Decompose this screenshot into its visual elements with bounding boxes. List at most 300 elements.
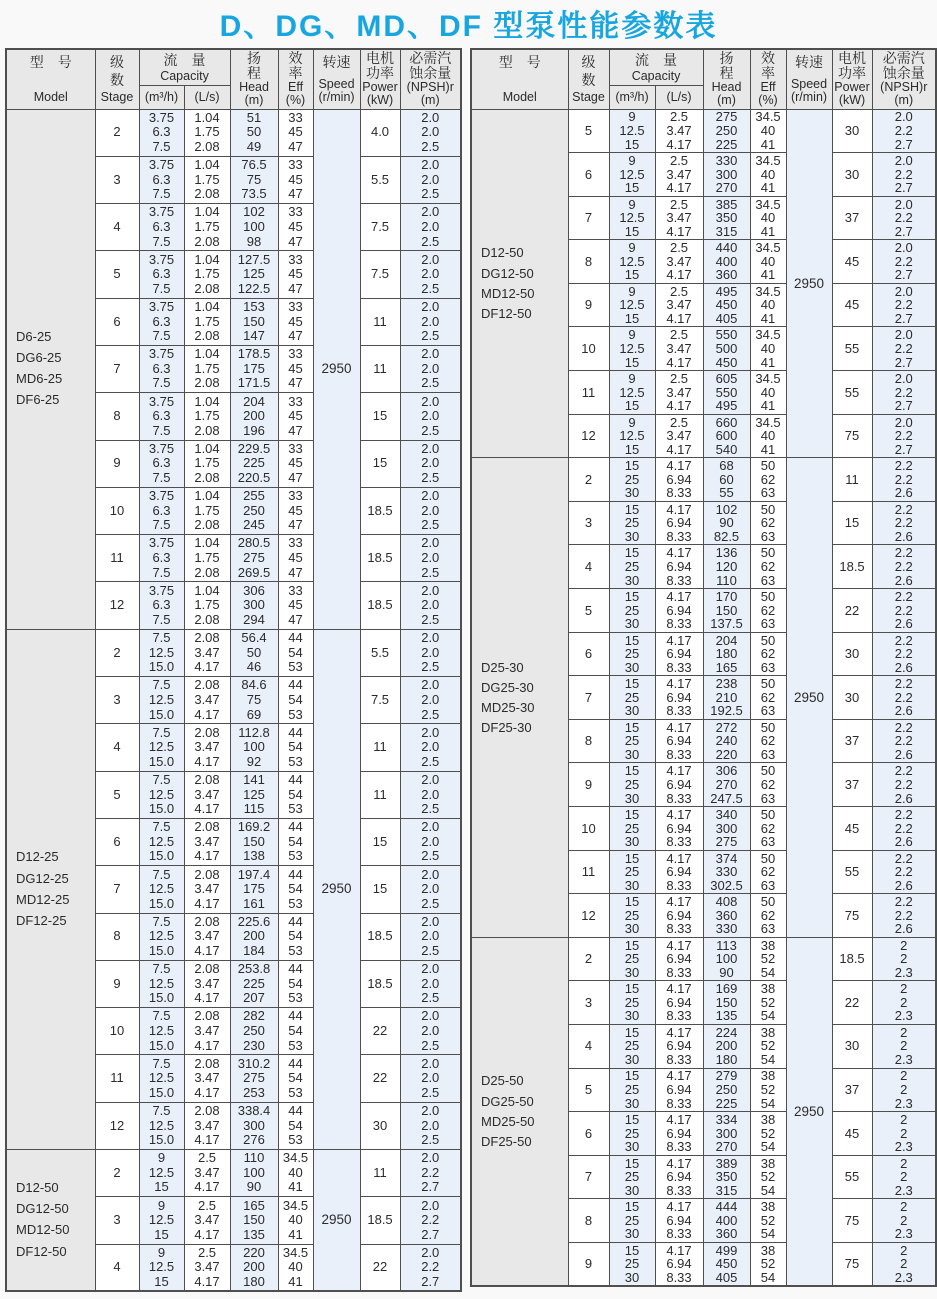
capacity-m3h-cell: 15 25 30 xyxy=(609,1068,655,1112)
npsh-cell: 2.2 2.2 2.6 xyxy=(872,719,936,763)
capacity-m3h-cell: 15 25 30 xyxy=(609,1112,655,1156)
header-npsh xyxy=(400,49,461,109)
eff-cell: 50 62 63 xyxy=(750,850,786,894)
eff-cell: 38 52 54 xyxy=(750,1242,786,1286)
capacity-m3h-cell: 3.75 6.3 7.5 xyxy=(139,109,184,156)
power-cell: 30 xyxy=(832,109,872,153)
stage-cell: 3 xyxy=(95,1197,139,1244)
capacity-ls-cell: 1.04 1.75 2.08 xyxy=(184,251,230,298)
npsh-cell: 2.0 2.0 2.5 xyxy=(400,724,461,771)
model-cell: D12-25 DG12-25 MD12-25 DF12-25 xyxy=(6,629,95,1149)
capacity-ls-cell: 2.5 3.47 4.17 xyxy=(655,240,703,284)
capacity-ls-cell: 4.17 6.94 8.33 xyxy=(655,763,703,807)
stage-cell: 10 xyxy=(568,807,609,851)
capacity-m3h-cell: 3.75 6.3 7.5 xyxy=(139,393,184,440)
capacity-m3h-cell: 9 12.5 15 xyxy=(139,1197,184,1244)
header-npsh-unit: (m) xyxy=(894,93,914,108)
head-cell: 310.2 275 253 xyxy=(230,1055,278,1102)
capacity-ls-cell: 4.17 6.94 8.33 xyxy=(655,894,703,938)
power-cell: 55 xyxy=(832,327,872,371)
head-cell: 330 300 270 xyxy=(703,153,750,197)
capacity-m3h-cell: 15 25 30 xyxy=(609,763,655,807)
capacity-m3h-cell: 15 25 30 xyxy=(609,1155,655,1199)
header-speed-unit: (r/min) xyxy=(318,90,355,105)
head-cell: 440 400 360 xyxy=(703,240,750,284)
power-cell: 15 xyxy=(360,818,400,865)
npsh-cell: 2.0 2.0 2.5 xyxy=(400,204,461,251)
power-cell: 11 xyxy=(360,345,400,392)
capacity-m3h-cell: 15 25 30 xyxy=(609,676,655,720)
header-model-en: Model xyxy=(33,90,68,105)
head-cell: 306 270 247.5 xyxy=(703,763,750,807)
header-model-cn: 型 号 xyxy=(29,54,72,70)
header-npsh-en: (NPSH)r xyxy=(406,79,454,94)
capacity-ls-cell: 2.5 3.47 4.17 xyxy=(184,1197,230,1244)
capacity-ls-cell: 4.17 6.94 8.33 xyxy=(655,632,703,676)
stage-cell: 9 xyxy=(95,960,139,1007)
power-cell: 22 xyxy=(360,1244,400,1291)
capacity-ls-cell: 2.5 3.47 4.17 xyxy=(655,414,703,458)
npsh-cell: 2.0 2.0 2.5 xyxy=(400,535,461,582)
npsh-cell: 2.0 2.2 2.7 xyxy=(872,283,936,327)
header-speed-en: Speed xyxy=(790,77,828,92)
capacity-ls-cell: 2.08 3.47 4.17 xyxy=(184,1008,230,1055)
header-npsh-cn2: 蚀余量 xyxy=(409,65,452,81)
capacity-ls-cell: 2.5 3.47 4.17 xyxy=(655,283,703,327)
table-row xyxy=(471,109,936,153)
npsh-cell: 2.0 2.0 2.5 xyxy=(400,582,461,629)
head-cell: 178.5 175 171.5 xyxy=(230,345,278,392)
power-cell: 18.5 xyxy=(832,937,872,981)
capacity-ls-cell: 2.08 3.47 4.17 xyxy=(184,771,230,818)
head-cell: 280.5 275 269.5 xyxy=(230,535,278,582)
head-cell: 170 150 137.5 xyxy=(703,589,750,633)
capacity-ls-cell: 4.17 6.94 8.33 xyxy=(655,589,703,633)
header-model-cn: 型 号 xyxy=(498,54,541,70)
npsh-cell: 2.2 2.2 2.6 xyxy=(872,807,936,851)
table-row xyxy=(6,1150,461,1197)
head-cell: 110 100 90 xyxy=(230,1150,278,1197)
eff-cell: 44 54 53 xyxy=(278,1055,313,1102)
header-stage xyxy=(95,49,139,109)
eff-cell: 38 52 54 xyxy=(750,937,786,981)
header-unit-ls: (L/s) xyxy=(184,85,230,109)
head-cell: 153 150 147 xyxy=(230,298,278,345)
npsh-cell: 2.0 2.0 2.5 xyxy=(400,1008,461,1055)
header-power-cn2: 功率 xyxy=(838,65,867,81)
capacity-ls-cell: 4.17 6.94 8.33 xyxy=(655,807,703,851)
head-cell: 272 240 220 xyxy=(703,719,750,763)
header-power xyxy=(832,49,872,109)
stage-cell: 11 xyxy=(568,850,609,894)
npsh-cell: 2.0 2.0 2.5 xyxy=(400,1102,461,1149)
table-row xyxy=(471,458,936,502)
head-cell: 102 90 82.5 xyxy=(703,501,750,545)
npsh-cell: 2.0 2.2 2.7 xyxy=(872,240,936,284)
header-npsh-cn1: 必需汽 xyxy=(882,50,925,67)
npsh-cell: 2.2 2.2 2.6 xyxy=(872,894,936,938)
capacity-ls-cell: 1.04 1.75 2.08 xyxy=(184,487,230,534)
header-head-cn2: 程 xyxy=(719,65,734,81)
speed-cell: 2950 xyxy=(786,937,832,1286)
capacity-m3h-cell: 15 25 30 xyxy=(609,850,655,894)
npsh-cell: 2.0 2.0 2.5 xyxy=(400,393,461,440)
power-cell: 5.5 xyxy=(360,156,400,203)
npsh-cell: 2.0 2.2 2.7 xyxy=(872,196,936,240)
eff-cell: 38 52 54 xyxy=(750,1112,786,1156)
eff-cell: 50 62 63 xyxy=(750,676,786,720)
stage-cell: 8 xyxy=(568,1199,609,1243)
power-cell: 11 xyxy=(360,1150,400,1197)
header-speed-cn: 转速 xyxy=(322,54,351,70)
npsh-cell: 2.2 2.2 2.6 xyxy=(872,545,936,589)
eff-cell: 34.5 40 41 xyxy=(278,1197,313,1244)
header-npsh-en: (NPSH)r xyxy=(880,79,928,94)
power-cell: 37 xyxy=(832,763,872,807)
head-cell: 204 180 165 xyxy=(703,632,750,676)
capacity-ls-cell: 2.08 3.47 4.17 xyxy=(184,1055,230,1102)
header-stage xyxy=(568,49,609,109)
stage-cell: 6 xyxy=(568,1112,609,1156)
head-cell: 334 300 270 xyxy=(703,1112,750,1156)
eff-cell: 50 62 63 xyxy=(750,894,786,938)
header-unit-m3h: (m³/h) xyxy=(139,85,184,109)
model-cell: D25-50 DG25-50 MD25-50 DF25-50 xyxy=(471,937,568,1286)
head-cell: 169.2 150 138 xyxy=(230,818,278,865)
power-cell: 22 xyxy=(360,1055,400,1102)
capacity-m3h-cell: 3.75 6.3 7.5 xyxy=(139,345,184,392)
header-eff-cn1: 效 xyxy=(761,50,776,67)
header-npsh xyxy=(872,49,936,109)
head-cell: 127.5 125 122.5 xyxy=(230,251,278,298)
header-head xyxy=(703,49,750,109)
head-cell: 136 120 110 xyxy=(703,545,750,589)
power-cell: 37 xyxy=(832,719,872,763)
stage-cell: 11 xyxy=(95,1055,139,1102)
header-power-cn1: 电机 xyxy=(838,50,867,67)
npsh-cell: 2.0 2.0 2.5 xyxy=(400,818,461,865)
head-cell: 279 250 225 xyxy=(703,1068,750,1112)
npsh-cell: 2.2 2.2 2.6 xyxy=(872,589,936,633)
header-speed xyxy=(313,49,360,109)
head-cell: 444 400 360 xyxy=(703,1199,750,1243)
capacity-m3h-cell: 7.5 12.5 15.0 xyxy=(139,771,184,818)
head-cell: 374 330 302.5 xyxy=(703,850,750,894)
header-speed xyxy=(786,49,832,109)
capacity-m3h-cell: 7.5 12.5 15.0 xyxy=(139,866,184,913)
capacity-ls-cell: 4.17 6.94 8.33 xyxy=(655,981,703,1025)
eff-cell: 50 62 63 xyxy=(750,807,786,851)
table-row xyxy=(6,109,461,156)
eff-cell: 50 62 63 xyxy=(750,501,786,545)
stage-cell: 9 xyxy=(568,763,609,807)
capacity-m3h-cell: 9 12.5 15 xyxy=(609,327,655,371)
eff-cell: 44 54 53 xyxy=(278,960,313,1007)
header-speed-cn: 转速 xyxy=(795,54,824,70)
capacity-ls-cell: 4.17 6.94 8.33 xyxy=(655,501,703,545)
power-cell: 18.5 xyxy=(360,1197,400,1244)
power-cell: 11 xyxy=(832,458,872,502)
head-cell: 389 350 315 xyxy=(703,1155,750,1199)
head-cell: 220 200 180 xyxy=(230,1244,278,1291)
header-power-unit: (kW) xyxy=(838,93,866,108)
stage-cell: 7 xyxy=(568,676,609,720)
page-title: D、DG、MD、DF 型泵性能参数表 xyxy=(219,10,718,43)
header-model xyxy=(6,49,95,109)
header-head-en: Head xyxy=(239,79,269,94)
npsh-cell: 2.0 2.0 2.5 xyxy=(400,1055,461,1102)
model-cell: D25-30 DG25-30 MD25-30 DF25-30 xyxy=(471,458,568,938)
power-cell: 30 xyxy=(832,1024,872,1068)
capacity-m3h-cell: 7.5 12.5 15.0 xyxy=(139,724,184,771)
header-head-cn1: 扬 xyxy=(247,50,262,67)
stage-cell: 2 xyxy=(95,109,139,156)
capacity-ls-cell: 4.17 6.94 8.33 xyxy=(655,458,703,502)
speed-cell: 2950 xyxy=(786,458,832,938)
stage-cell: 10 xyxy=(568,327,609,371)
capacity-ls-cell: 2.5 3.47 4.17 xyxy=(184,1150,230,1197)
power-cell: 75 xyxy=(832,414,872,458)
power-cell: 45 xyxy=(832,240,872,284)
table-header xyxy=(471,49,936,109)
stage-cell: 2 xyxy=(95,1150,139,1197)
head-cell: 56.4 50 46 xyxy=(230,629,278,676)
header-stage-cn2: 数 xyxy=(581,72,596,89)
eff-cell: 34.5 40 41 xyxy=(750,327,786,371)
header-eff-unit: (%) xyxy=(285,93,306,108)
head-cell: 306 300 294 xyxy=(230,582,278,629)
head-cell: 169 150 135 xyxy=(703,981,750,1025)
eff-cell: 33 45 47 xyxy=(278,298,313,345)
capacity-ls-cell: 2.08 3.47 4.17 xyxy=(184,818,230,865)
npsh-cell: 2.0 2.0 2.5 xyxy=(400,298,461,345)
header-model-en: Model xyxy=(502,90,537,105)
capacity-m3h-cell: 9 12.5 15 xyxy=(609,196,655,240)
power-cell: 37 xyxy=(832,1068,872,1112)
stage-cell: 12 xyxy=(568,414,609,458)
eff-cell: 50 62 63 xyxy=(750,719,786,763)
power-cell: 22 xyxy=(360,1008,400,1055)
power-cell: 45 xyxy=(832,283,872,327)
header-eff-cn2: 率 xyxy=(288,65,303,81)
capacity-ls-cell: 4.17 6.94 8.33 xyxy=(655,545,703,589)
eff-cell: 38 52 54 xyxy=(750,981,786,1025)
eff-cell: 44 54 53 xyxy=(278,913,313,960)
power-cell: 55 xyxy=(832,850,872,894)
npsh-cell: 2.2 2.2 2.6 xyxy=(872,458,936,502)
header-capacity-en: Capacity xyxy=(160,68,209,83)
capacity-m3h-cell: 7.5 12.5 15.0 xyxy=(139,1102,184,1149)
eff-cell: 34.5 40 41 xyxy=(278,1244,313,1291)
stage-cell: 12 xyxy=(568,894,609,938)
head-cell: 76.5 75 73.5 xyxy=(230,156,278,203)
header-head xyxy=(230,49,278,109)
npsh-cell: 2.0 2.0 2.5 xyxy=(400,677,461,724)
eff-cell: 44 54 53 xyxy=(278,771,313,818)
header-stage-cn1: 级 xyxy=(110,54,124,70)
header-capacity-cn: 流 量 xyxy=(635,51,677,68)
eff-cell: 50 62 63 xyxy=(750,545,786,589)
header-head-cn2: 程 xyxy=(247,65,262,81)
capacity-ls-cell: 4.17 6.94 8.33 xyxy=(655,719,703,763)
stage-cell: 5 xyxy=(95,771,139,818)
capacity-m3h-cell: 9 12.5 15 xyxy=(609,240,655,284)
capacity-ls-cell: 2.5 3.47 4.17 xyxy=(655,327,703,371)
stage-cell: 7 xyxy=(95,345,139,392)
capacity-ls-cell: 4.17 6.94 8.33 xyxy=(655,1068,703,1112)
npsh-cell: 2.0 2.0 2.5 xyxy=(400,629,461,676)
stage-cell: 6 xyxy=(568,153,609,197)
table-body xyxy=(6,109,461,1291)
head-cell: 340 300 275 xyxy=(703,807,750,851)
head-cell: 113 100 90 xyxy=(703,937,750,981)
capacity-m3h-cell: 9 12.5 15 xyxy=(609,283,655,327)
power-cell: 45 xyxy=(832,807,872,851)
npsh-cell: 2.2 2.2 2.6 xyxy=(872,632,936,676)
capacity-ls-cell: 2.08 3.47 4.17 xyxy=(184,913,230,960)
capacity-m3h-cell: 7.5 12.5 15.0 xyxy=(139,818,184,865)
eff-cell: 38 52 54 xyxy=(750,1024,786,1068)
npsh-cell: 2.0 2.0 2.5 xyxy=(400,156,461,203)
power-cell: 5.5 xyxy=(360,629,400,676)
npsh-cell: 2.0 2.0 2.5 xyxy=(400,251,461,298)
capacity-ls-cell: 2.5 3.47 4.17 xyxy=(655,153,703,197)
power-cell: 30 xyxy=(832,153,872,197)
head-cell: 499 450 405 xyxy=(703,1242,750,1286)
stage-cell: 8 xyxy=(568,719,609,763)
capacity-m3h-cell: 15 25 30 xyxy=(609,1242,655,1286)
header-npsh-unit: (m) xyxy=(420,93,440,108)
stage-cell: 8 xyxy=(95,913,139,960)
capacity-ls-cell: 2.08 3.47 4.17 xyxy=(184,629,230,676)
header-capacity xyxy=(609,49,703,85)
head-cell: 550 500 450 xyxy=(703,327,750,371)
npsh-cell: 2.0 2.0 2.5 xyxy=(400,487,461,534)
stage-cell: 3 xyxy=(95,677,139,724)
capacity-m3h-cell: 15 25 30 xyxy=(609,937,655,981)
capacity-m3h-cell: 3.75 6.3 7.5 xyxy=(139,487,184,534)
header-eff-en: Eff xyxy=(760,79,776,94)
header-capacity-en: Capacity xyxy=(631,68,681,83)
capacity-m3h-cell: 7.5 12.5 15.0 xyxy=(139,677,184,724)
eff-cell: 38 52 54 xyxy=(750,1199,786,1243)
power-cell: 7.5 xyxy=(360,251,400,298)
npsh-cell: 2 2 2.3 xyxy=(872,1155,936,1199)
capacity-ls-cell: 2.08 3.47 4.17 xyxy=(184,866,230,913)
eff-cell: 33 45 47 xyxy=(278,393,313,440)
head-cell: 229.5 225 220.5 xyxy=(230,440,278,487)
capacity-ls-cell: 4.17 6.94 8.33 xyxy=(655,850,703,894)
stage-cell: 8 xyxy=(95,393,139,440)
eff-cell: 44 54 53 xyxy=(278,866,313,913)
npsh-cell: 2.2 2.2 2.6 xyxy=(872,850,936,894)
stage-cell: 12 xyxy=(95,1102,139,1149)
eff-cell: 44 54 53 xyxy=(278,677,313,724)
power-cell: 15 xyxy=(360,393,400,440)
power-cell: 75 xyxy=(832,1242,872,1286)
stage-cell: 10 xyxy=(95,487,139,534)
stage-cell: 3 xyxy=(568,501,609,545)
head-cell: 51 50 49 xyxy=(230,109,278,156)
head-cell: 225.6 200 184 xyxy=(230,913,278,960)
header-npsh-cn1: 必需汽 xyxy=(409,50,452,67)
capacity-m3h-cell: 9 12.5 15 xyxy=(609,414,655,458)
power-cell: 30 xyxy=(832,632,872,676)
stage-cell: 5 xyxy=(95,251,139,298)
model-cell: D12-50 DG12-50 MD12-50 DF12-50 xyxy=(471,109,568,458)
header-unit-ls: (L/s) xyxy=(655,85,703,109)
header-unit-m3h: (m³/h) xyxy=(609,85,655,109)
stage-cell: 10 xyxy=(95,1008,139,1055)
capacity-m3h-cell: 3.75 6.3 7.5 xyxy=(139,204,184,251)
capacity-ls-cell: 1.04 1.75 2.08 xyxy=(184,393,230,440)
eff-cell: 34.5 40 41 xyxy=(278,1150,313,1197)
eff-cell: 50 62 63 xyxy=(750,458,786,502)
npsh-cell: 2.0 2.0 2.5 xyxy=(400,345,461,392)
head-cell: 84.6 75 69 xyxy=(230,677,278,724)
stage-cell: 9 xyxy=(95,440,139,487)
capacity-ls-cell: 1.04 1.75 2.08 xyxy=(184,582,230,629)
eff-cell: 33 45 47 xyxy=(278,251,313,298)
capacity-ls-cell: 1.04 1.75 2.08 xyxy=(184,156,230,203)
stage-cell: 8 xyxy=(568,240,609,284)
power-cell: 30 xyxy=(360,1102,400,1149)
capacity-ls-cell: 2.5 3.47 4.17 xyxy=(184,1244,230,1291)
stage-cell: 5 xyxy=(568,109,609,153)
power-cell: 15 xyxy=(360,866,400,913)
capacity-ls-cell: 2.5 3.47 4.17 xyxy=(655,196,703,240)
capacity-m3h-cell: 7.5 12.5 15.0 xyxy=(139,1008,184,1055)
eff-cell: 44 54 53 xyxy=(278,629,313,676)
capacity-ls-cell: 1.04 1.75 2.08 xyxy=(184,440,230,487)
capacity-ls-cell: 1.04 1.75 2.08 xyxy=(184,345,230,392)
power-cell: 55 xyxy=(832,1155,872,1199)
power-cell: 11 xyxy=(360,724,400,771)
stage-cell: 2 xyxy=(95,629,139,676)
table-row xyxy=(471,937,936,981)
capacity-m3h-cell: 15 25 30 xyxy=(609,894,655,938)
header-stage-en: Stage xyxy=(100,90,134,105)
power-cell: 4.0 xyxy=(360,109,400,156)
npsh-cell: 2.0 2.0 2.5 xyxy=(400,913,461,960)
capacity-ls-cell: 2.5 3.47 4.17 xyxy=(655,109,703,153)
header-stage-cn1: 级 xyxy=(581,54,596,70)
stage-cell: 4 xyxy=(95,724,139,771)
header-head-en: Head xyxy=(711,79,742,94)
power-cell: 7.5 xyxy=(360,677,400,724)
eff-cell: 34.5 40 41 xyxy=(750,283,786,327)
eff-cell: 50 62 63 xyxy=(750,589,786,633)
npsh-cell: 2.0 2.0 2.5 xyxy=(400,960,461,1007)
capacity-m3h-cell: 9 12.5 15 xyxy=(609,153,655,197)
head-cell: 112.8 100 92 xyxy=(230,724,278,771)
head-cell: 605 550 495 xyxy=(703,371,750,415)
power-cell: 22 xyxy=(832,981,872,1025)
capacity-ls-cell: 2.5 3.47 4.17 xyxy=(655,371,703,415)
header-power-cn1: 电机 xyxy=(366,50,395,67)
header-capacity xyxy=(139,49,230,85)
capacity-m3h-cell: 15 25 30 xyxy=(609,1024,655,1068)
power-cell: 18.5 xyxy=(360,535,400,582)
capacity-m3h-cell: 3.75 6.3 7.5 xyxy=(139,582,184,629)
power-cell: 18.5 xyxy=(360,913,400,960)
eff-cell: 33 45 47 xyxy=(278,582,313,629)
head-cell: 68 60 55 xyxy=(703,458,750,502)
header-eff xyxy=(750,49,786,109)
capacity-m3h-cell: 3.75 6.3 7.5 xyxy=(139,251,184,298)
capacity-m3h-cell: 9 12.5 15 xyxy=(139,1150,184,1197)
eff-cell: 33 45 47 xyxy=(278,345,313,392)
